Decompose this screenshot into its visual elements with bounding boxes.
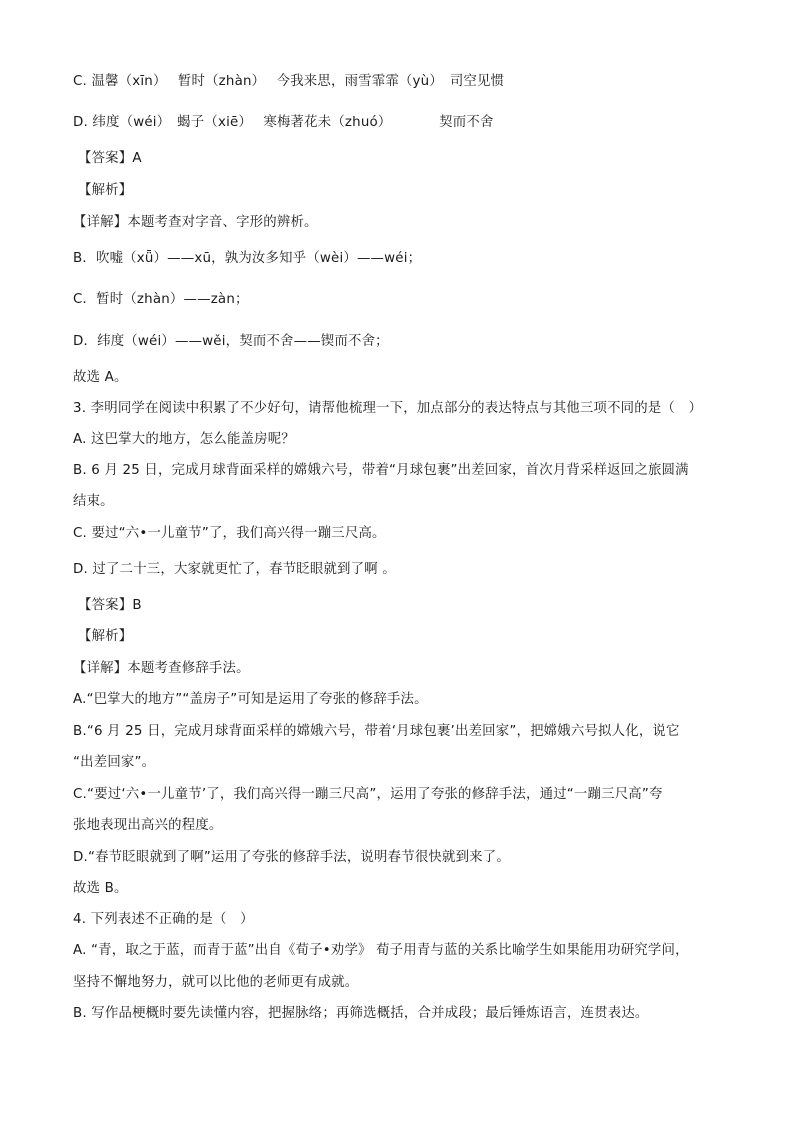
- q3-explain-b-line2: “出差回家”。: [73, 755, 156, 770]
- q4-option-a-line2: 坚持不懈地努力，就可以比他的老师更有成就。: [73, 975, 359, 990]
- q2-answer: 【答案】A: [78, 151, 142, 166]
- q3-explain-c-line2: 张地表现出高兴的程度。: [73, 818, 223, 833]
- q2-detail: 【详解】本题考查对字音、字形的辨析。: [73, 215, 318, 230]
- q3-explain-b-line1: B.“6 月 25 日，完成月球背面采样的嫦娥六号，带着‘月球包裹’出差回家”，把嫦娥六号拟人化，说它: [73, 724, 680, 739]
- q2-analysis-heading: 【解析】: [78, 183, 133, 198]
- q2-option-c: C. 温馨（xīn） 暂时（zhàn） 今我来思，雨雪霏霏（yù） 司空见惯: [73, 74, 505, 89]
- q3-explain-c-line1: C.“要过‘六•一儿童节’了，我们高兴得一蹦三尺高”，运用了夸张的修辞手法，通过“一蹦三尺高”夸: [73, 787, 663, 802]
- q3-explain-a: A.“巴掌大的地方”“盖房子”可知是运用了夸张的修辞手法。: [73, 692, 428, 707]
- q3-choose: 故选 B。: [73, 881, 128, 896]
- q3-explain-d: D.“春节眨眼就到了啊”运用了夸张的修辞手法，说明春节很快就到来了。: [73, 850, 510, 865]
- q2-choose: 故选 A。: [73, 370, 128, 385]
- q3-option-b-line1: B. 6 月 25 日，完成月球背面采样的嫦娥六号，带着“月球包裹”出差回家，首次月背采样返回之旅圆满: [73, 463, 689, 478]
- q2-explain-d: D．纬度（wéi）——wěi，契而不舍——锲而不舍；: [73, 334, 389, 349]
- q4-stem: 4. 下列表述不正确的是（ ）: [73, 912, 254, 927]
- q3-option-a: A. 这巴掌大的地方，怎么能盖房呢？: [73, 432, 295, 447]
- q3-analysis-heading: 【解析】: [78, 629, 133, 644]
- q4-option-b: B. 写作品梗概时要先读懂内容，把握脉络；再筛选概括，合并成段；最后锤炼语言，连贯表达。: [73, 1006, 649, 1021]
- q3-option-c: C. 要过“六•一儿童节”了，我们高兴得一蹦三尺高。: [73, 526, 386, 541]
- q3-answer: 【答案】B: [78, 598, 142, 613]
- q3-detail: 【详解】本题考查修辞手法。: [73, 661, 250, 676]
- q2-explain-b: B．吹嘘（xǖ）——xū，孰为汝多知乎（wèi）——wéi；: [73, 251, 422, 266]
- q2-option-d: D. 纬度（wéi） 蝎子（xiē） 寒梅著花未（zhuó） 契而不舍: [73, 115, 494, 130]
- q3-option-d: D. 过了二十三，大家就更忙了，春节眨眼就到了啊 。: [73, 562, 396, 577]
- q3-option-b-line2: 结束。: [73, 494, 114, 509]
- q3-stem: 3. 李明同学在阅读中积累了不少好句，请帮他梳理一下，加点部分的表达特点与其他三项不同的是（ ）: [73, 401, 703, 416]
- q2-explain-c: C．暂时（zhàn）——zàn；: [73, 292, 249, 307]
- q4-option-a-line1: A. “青，取之于蓝，而青于蓝”出自《荀子•劝学》 荀子用青与蓝的关系比喻学生如果能用功研究学问，: [73, 943, 689, 958]
